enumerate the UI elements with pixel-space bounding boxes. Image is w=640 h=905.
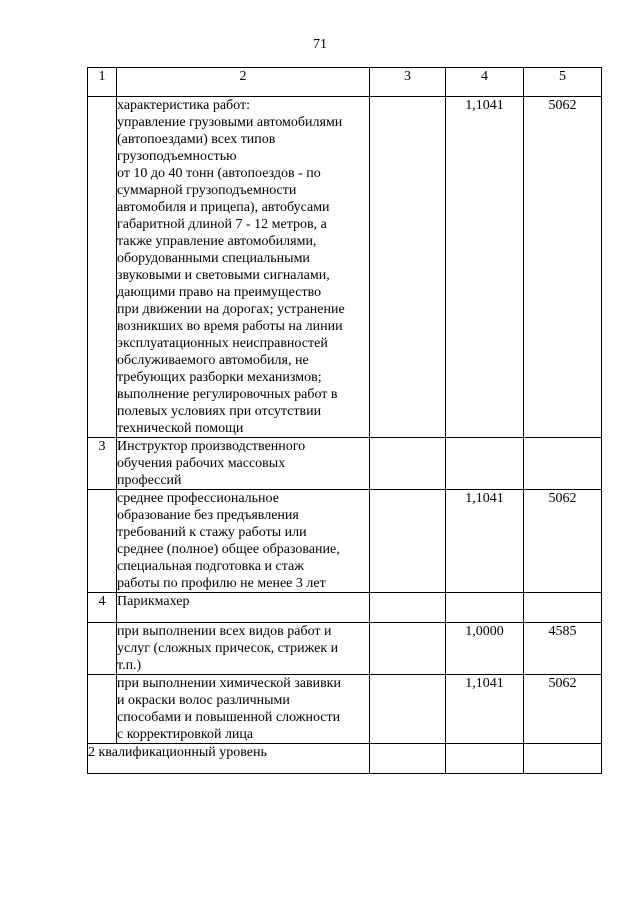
row-number: 3 xyxy=(88,438,117,490)
header-col-3: 3 xyxy=(370,68,446,97)
header-col-4: 4 xyxy=(446,68,524,97)
empty-cell xyxy=(446,744,524,774)
description-line: габаритной длиной 7 - 12 метров, а xyxy=(117,217,327,232)
row-col3 xyxy=(370,490,446,593)
row-number xyxy=(88,490,117,593)
table-row xyxy=(88,623,602,675)
description-line: при выполнении химической завивки xyxy=(117,676,341,691)
description-line: (автопоездами) всех типов xyxy=(117,132,276,147)
description-line: специальная подготовка и стаж xyxy=(117,559,304,574)
row-col3 xyxy=(370,593,446,623)
row-coefficient xyxy=(446,438,524,490)
table-row xyxy=(88,675,602,744)
description-line: способами и повышенной сложности xyxy=(117,710,341,725)
qualification-level-row xyxy=(88,744,602,774)
row-col3 xyxy=(370,675,446,744)
row-number xyxy=(88,97,117,438)
row-number xyxy=(88,675,117,744)
description-line: эксплуатационных неисправностей xyxy=(117,336,328,351)
description-line: также управление автомобилями, xyxy=(117,234,317,249)
row-description xyxy=(117,593,370,623)
description-line: звуковыми и световыми сигналами, xyxy=(117,268,330,283)
description-line: управление грузовыми автомобилями xyxy=(117,115,343,130)
description-line: автомобиля и прицепа), автобусами xyxy=(117,200,330,215)
description-line: обслуживаемого автомобиля, не xyxy=(117,353,309,368)
header-col-1: 1 xyxy=(88,68,117,97)
row-amount xyxy=(524,593,602,623)
page-number: 71 xyxy=(313,37,327,52)
description-line: среднее (полное) общее образование, xyxy=(117,542,340,557)
description-line: услуг (сложных причесок, стрижек и xyxy=(117,641,339,656)
description-line: образование без предъявления xyxy=(117,508,299,523)
row-coefficient: 1,1041 xyxy=(446,675,524,744)
row-number: 4 xyxy=(88,593,117,623)
table-row xyxy=(88,593,602,623)
row-description xyxy=(117,675,370,744)
empty-cell xyxy=(524,744,602,774)
description-line: при выполнении всех видов работ и xyxy=(117,624,332,639)
row-col3 xyxy=(370,97,446,438)
description-line: Инструктор производственного xyxy=(117,439,306,454)
row-number xyxy=(88,623,117,675)
table-row xyxy=(88,490,602,593)
row-coefficient: 1,1041 xyxy=(446,490,524,593)
description-line: требований к стажу работы или xyxy=(117,525,307,540)
row-description xyxy=(117,438,370,490)
qualification-level-label: 2 квалификационный уровень xyxy=(88,744,370,774)
header-col-2: 2 xyxy=(117,68,370,97)
row-col3 xyxy=(370,623,446,675)
row-description xyxy=(117,490,370,593)
description-line: с корректировкой лица xyxy=(117,727,254,742)
description-line: дающими право на преимущество xyxy=(117,285,322,300)
header-row xyxy=(88,68,602,97)
row-amount: 5062 xyxy=(524,675,602,744)
row-coefficient: 1,1041 xyxy=(446,97,524,438)
empty-cell xyxy=(370,744,446,774)
row-col3 xyxy=(370,438,446,490)
description-line: грузоподъемностью xyxy=(117,149,237,164)
row-amount: 4585 xyxy=(524,623,602,675)
qualification-table xyxy=(87,67,602,774)
row-description xyxy=(117,97,370,438)
row-description xyxy=(117,623,370,675)
description-line: полевых условиях при отсутствии xyxy=(117,404,322,419)
table-row xyxy=(88,97,602,438)
row-amount xyxy=(524,438,602,490)
description-line: т.п.) xyxy=(117,658,142,673)
description-line: возникших во время работы на линии xyxy=(117,319,343,334)
row-amount: 5062 xyxy=(524,490,602,593)
description-line: суммарной грузоподъемности xyxy=(117,183,297,198)
description-line: профессий xyxy=(117,473,182,488)
description-line: характеристика работ: xyxy=(117,98,250,113)
table-row xyxy=(88,438,602,490)
description-line: среднее профессиональное xyxy=(117,491,279,506)
description-line: требующих разборки механизмов; xyxy=(117,370,322,385)
description-line: от 10 до 40 тонн (автопоездов - по xyxy=(117,166,321,181)
description-line: и окраски волос различными xyxy=(117,693,290,708)
description-line: выполнение регулировочных работ в xyxy=(117,387,338,402)
row-coefficient: 1,0000 xyxy=(446,623,524,675)
description-line: при движении на дорогах; устранение xyxy=(117,302,345,317)
description-line: работы по профилю не менее 3 лет xyxy=(117,576,326,591)
header-col-5: 5 xyxy=(524,68,602,97)
description-line: технической помощи xyxy=(117,421,244,436)
row-coefficient xyxy=(446,593,524,623)
description-line: Парикмахер xyxy=(117,594,190,609)
row-amount: 5062 xyxy=(524,97,602,438)
description-line: оборудованными специальными xyxy=(117,251,310,266)
description-line: обучения рабочих массовых xyxy=(117,456,286,471)
